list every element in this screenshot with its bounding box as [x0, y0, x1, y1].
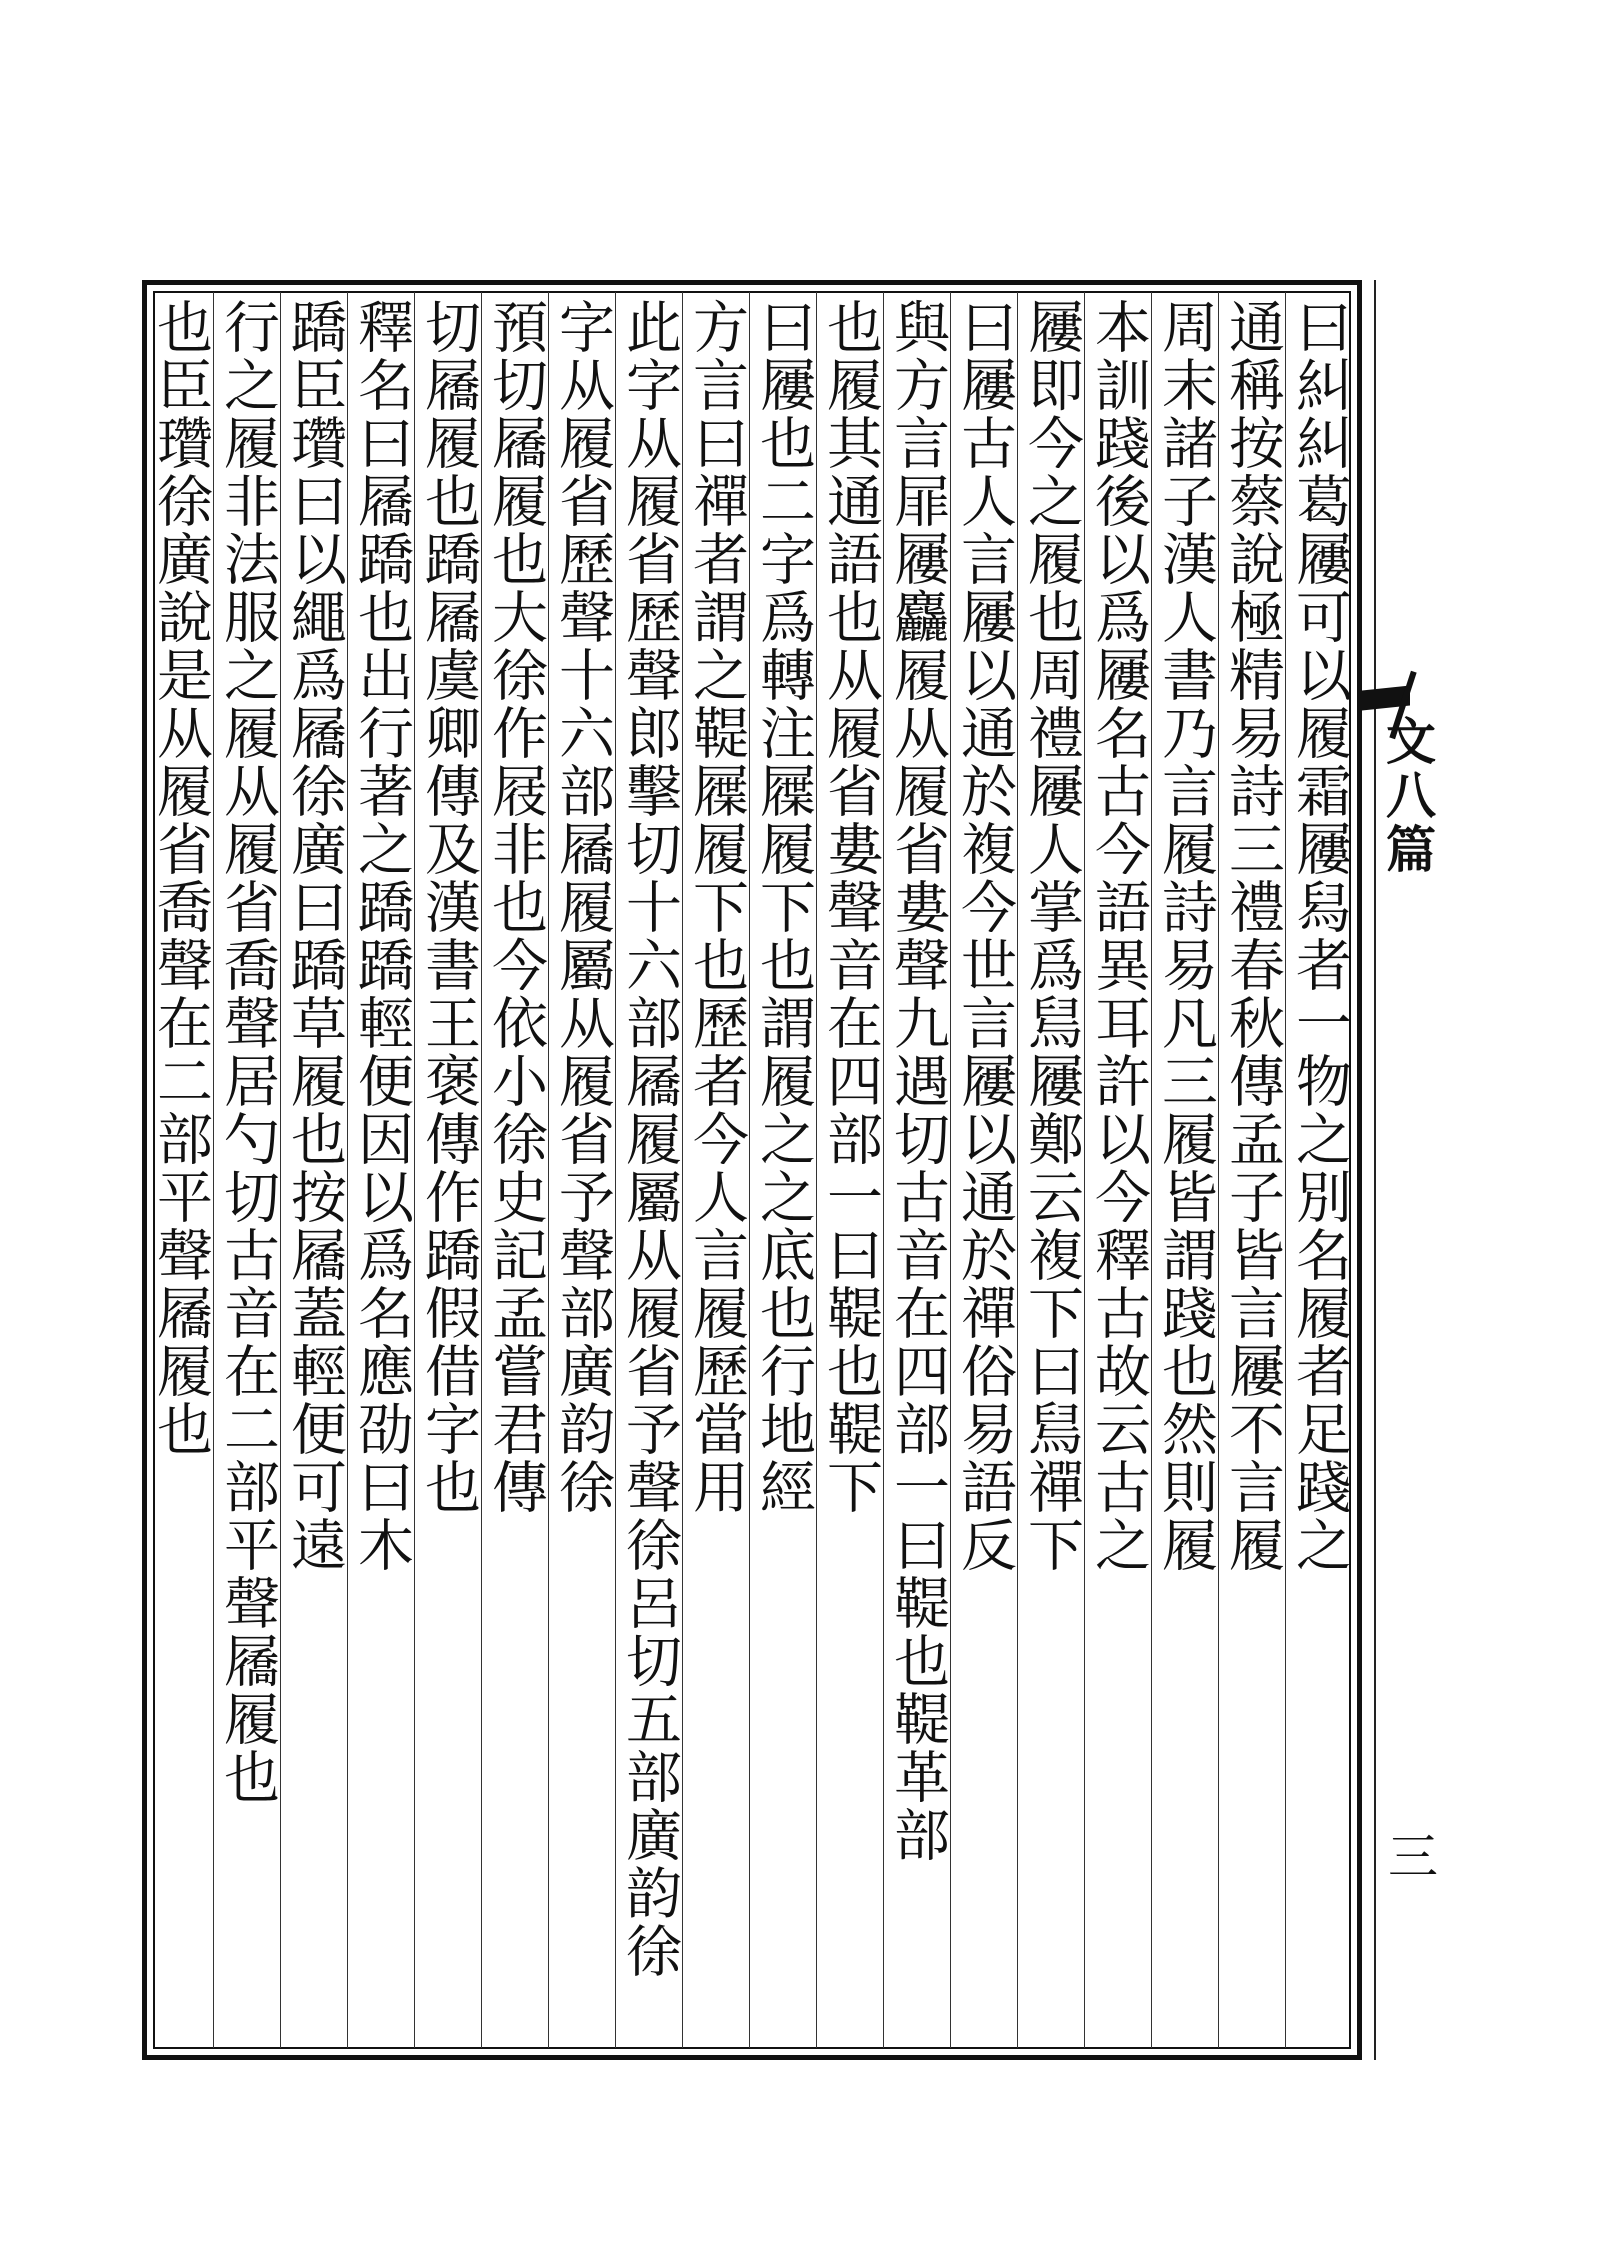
text-column: 曰糾糾葛屨可以履霜屨舄者一物之別名履者足踐之 [1285, 292, 1352, 2048]
text-column: 也履其通語也从履省婁聲音在四部一曰鞮也鞮下 [816, 292, 883, 2048]
text-column: 行之履非法服之履从履省喬聲居勺切古音在二部平聲屩履也 [213, 292, 280, 2048]
text-column: 本訓踐後以爲屨名古今語異耳許以今釋古故云古之 [1084, 292, 1151, 2048]
text-column: 曰屨古人言屨以通於複今世言屨以通於禪俗易語反 [950, 292, 1017, 2048]
text-column: 屨即今之履也周禮屨人掌爲舃屨鄭云複下曰舃禪下 [1017, 292, 1084, 2048]
text-column: 預切屩履也大徐作屐非也今依小徐史記孟嘗君傳 [481, 292, 548, 2048]
gutter-rule [1374, 280, 1376, 2060]
text-column: 方言曰禪者謂之鞮屧履下也歷者今人言履歷當用 [682, 292, 749, 2048]
text-column: 曰屨也二字爲轉注屧履下也謂履之之底也行地經 [749, 292, 816, 2048]
gutter-title: 文八篇 [1378, 715, 1437, 877]
text-column: 蹻臣瓚曰以繩爲屩徐廣曰蹻草履也按屩蓋輕便可遠 [280, 292, 347, 2048]
page-gutter [1362, 270, 1442, 2070]
text-body [148, 292, 1352, 2048]
text-column: 字从履省歷聲十六部屩履屬从履省予聲部廣韵徐 [548, 292, 615, 2048]
page-number: 三 [1380, 1830, 1438, 1880]
text-column: 通稱按蔡說極精易詩三禮春秋傳孟子皆言屨不言履 [1218, 292, 1285, 2048]
text-column: 此字从履省歷聲郎擊切十六部屩履屬从履省予聲徐呂切五部廣韵徐 [615, 292, 682, 2048]
text-column: 切屩履也蹻屩虞卿傳及漢書王褒傳作蹻假借字也 [414, 292, 481, 2048]
text-column: 也臣瓚徐廣說是从履省喬聲在二部平聲屩履也 [148, 298, 213, 1458]
text-column: 釋名曰屩蹻也出行著之蹻蹻輕便因以爲名應劭曰木 [347, 292, 414, 2048]
text-column: 周末諸子漢人書乃言履詩易凡三履皆謂踐也然則履 [1151, 292, 1218, 2048]
text-column: 與方言屝屨麤履从履省婁聲九遇切古音在四部一曰鞮也鞮革部 [883, 292, 950, 2048]
